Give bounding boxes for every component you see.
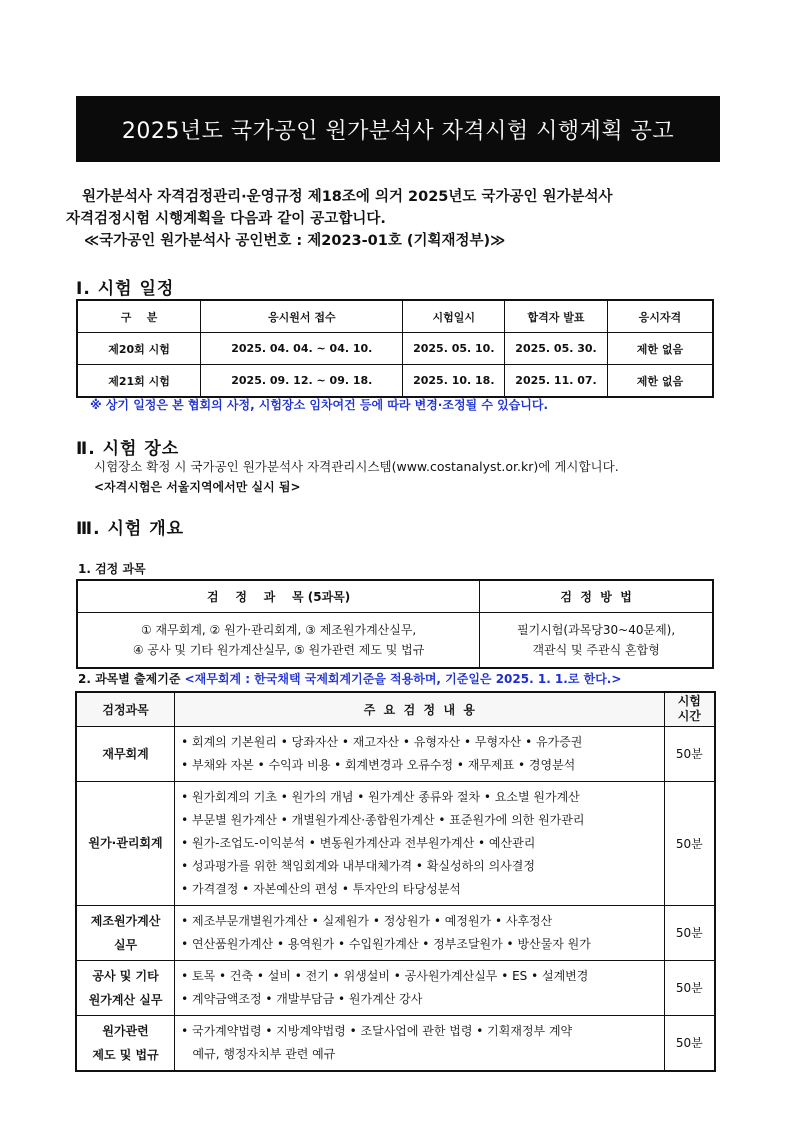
criteria-item: • 토목 • 건축 • 설비 • 전기 • 위생설비 • 공사원가계산실무 • ES • 설계변경 — [181, 968, 589, 983]
page-title: 2025년도 국가공인 원가분석사 자격시험 시행계획 공고 — [76, 96, 720, 162]
schedule-cell: 제21회 시험 — [77, 365, 201, 398]
schedule-table — [76, 299, 714, 398]
subjects-list — [77, 613, 480, 669]
location-text — [94, 457, 619, 497]
criteria-item: • 국가계약법령 • 지방계약법령 • 조달사업에 관한 법령 • 기획재정부 계약 — [181, 1023, 573, 1038]
schedule-header: 응시원서 접수 — [201, 300, 403, 333]
schedule-header: 합격자 발표 — [505, 300, 608, 333]
criteria-item: • 부문별 원가계산 • 개별원가계산·종합원가계산 • 표준원가에 의한 원가관리 — [181, 812, 585, 827]
criteria-item: • 부채와 자본 • 수익과 비용 • 회계변경과 오류수정 • 재무제표 • 경영분석 — [181, 757, 576, 772]
criteria-label: 2. 과목별 출제기준 — [78, 672, 181, 686]
criteria-subject — [76, 726, 175, 781]
method-line: 필기시험(과목당30~40문제), — [517, 623, 676, 637]
criteria-item: • 제조부문개별원가계산 • 실제원가 • 정상원가 • 예정원가 • 사후정산 — [181, 913, 553, 928]
section-heading-location: Ⅱ. 시험 장소 — [76, 439, 180, 459]
schedule-row — [77, 365, 713, 398]
criteria-header-content: 주 요 검 정 내 용 — [175, 692, 665, 726]
criteria-subject-line: 제도 및 법규 — [92, 1047, 159, 1062]
schedule-header: 시험일시 — [403, 300, 505, 333]
criteria-header-time-line: 시간 — [677, 709, 701, 724]
method-header: 검 정 방 법 — [480, 580, 713, 613]
criteria-subject — [76, 1015, 175, 1071]
subjects-header-row — [77, 580, 713, 613]
intro-paragraph — [66, 186, 726, 252]
intro-line-1: 원가분석사 자격검정관리·운영규정 제18조에 의거 2025년도 국가공인 원가분석사 — [82, 189, 613, 205]
criteria-subject-line: 원가관련 — [102, 1023, 149, 1038]
criteria-item: • 원가-조업도-이익분석 • 변동원가계산과 전부원가계산 • 예산관리 — [181, 835, 536, 850]
criteria-row — [76, 1015, 715, 1071]
criteria-row — [76, 905, 715, 960]
schedule-header: 구 분 — [77, 300, 201, 333]
schedule-cell: 2025. 11. 07. — [505, 365, 608, 398]
section-heading-schedule: Ⅰ. 시험 일정 — [76, 279, 175, 299]
criteria-table — [75, 691, 716, 1072]
criteria-subject-line: 원가·관리회계 — [88, 836, 163, 850]
schedule-row — [77, 333, 713, 365]
schedule-cell: 2025. 04. 04. ~ 04. 10. — [201, 333, 403, 365]
subjects-table — [76, 579, 714, 669]
schedule-cell: 제한 없음 — [607, 333, 713, 365]
criteria-item: • 가격결정 • 자본예산의 편성 • 투자안의 타당성분석 — [181, 881, 461, 896]
subjects-header: 검 정 과 목 (5과목) — [77, 580, 480, 613]
subjects-line: ① 재무회계, ② 원가·관리회계, ③ 제조원가계산실무, — [140, 623, 417, 637]
criteria-note: <재무회계 : 한국채택 국제회계기준을 적용하며, 기준일은 2025. 1. 1.로 한다.> — [184, 672, 622, 686]
criteria-row — [76, 726, 715, 781]
intro-certification-number: ≪국가공인 원가분석사 공인번호 : 제2023-01호 (기획재정부)≫ — [84, 233, 506, 249]
subjects-subheading: 1. 검정 과목 — [78, 562, 146, 576]
criteria-item: 예규, 행정자치부 관련 예규 — [181, 1046, 336, 1061]
subjects-line: ④ 공사 및 기타 원가계산실무, ⑤ 원가관련 제도 및 법규 — [132, 643, 425, 657]
criteria-content — [175, 905, 665, 960]
criteria-time: 50분 — [664, 960, 715, 1015]
section-heading-overview: Ⅲ. 시험 개요 — [76, 519, 185, 539]
criteria-subject — [76, 781, 175, 905]
method-line: 객관식 및 주관식 혼합형 — [532, 643, 660, 657]
criteria-row — [76, 781, 715, 905]
location-description: 시험장소 확정 시 국가공인 원가분석사 자격관리시스템(www.costanalyst.or.kr)에 게시합니다. — [94, 459, 619, 474]
criteria-subject-line: 공사 및 기타 — [92, 968, 159, 983]
criteria-subject — [76, 905, 175, 960]
criteria-row — [76, 960, 715, 1015]
criteria-subject-line: 제조원가계산 — [90, 913, 161, 928]
criteria-time: 50분 — [664, 726, 715, 781]
criteria-time: 50분 — [664, 781, 715, 905]
criteria-header-time-line: 시험 — [677, 694, 701, 709]
location-seoul-note: <자격시험은 서울지역에서만 실시 됨> — [94, 480, 301, 494]
criteria-subject — [76, 960, 175, 1015]
criteria-header-row — [76, 692, 715, 726]
schedule-cell: 제한 없음 — [607, 365, 713, 398]
schedule-cell: 제20회 시험 — [77, 333, 201, 365]
criteria-item: • 성과평가를 위한 책임회계와 내부대체가격 • 확실성하의 의사결정 — [181, 858, 535, 873]
criteria-item: • 계약금액조정 • 개발부담금 • 원가계산 강사 — [181, 991, 423, 1006]
schedule-cell: 2025. 05. 30. — [505, 333, 608, 365]
criteria-subject-line: 실무 — [113, 937, 138, 952]
criteria-subject-line: 원가계산 실무 — [88, 992, 163, 1007]
schedule-change-note: ※ 상기 일정은 본 협회의 사정, 시험장소 임차여건 등에 따라 변경·조정될 수 있습니다. — [90, 398, 549, 412]
subjects-body-row — [77, 613, 713, 669]
criteria-item: • 회계의 기본원리 • 당좌자산 • 재고자산 • 유형자산 • 무형자산 • 유가증권 — [181, 734, 583, 749]
criteria-content — [175, 960, 665, 1015]
schedule-header-row — [77, 300, 713, 333]
schedule-cell: 2025. 09. 12. ~ 09. 18. — [201, 365, 403, 398]
criteria-time: 50분 — [664, 905, 715, 960]
criteria-content — [175, 781, 665, 905]
criteria-item: • 원가회계의 기초 • 원가의 개념 • 원가계산 종류와 절차 • 요소별 원가계산 — [181, 789, 580, 804]
criteria-time: 50분 — [664, 1015, 715, 1071]
intro-line-2: 자격검정시험 시행계획을 다음과 같이 공고합니다. — [66, 211, 386, 227]
criteria-header-subject: 검정과목 — [76, 692, 175, 726]
criteria-header-time — [664, 692, 715, 726]
criteria-subject-line: 재무회계 — [102, 746, 149, 761]
criteria-subheading — [78, 670, 621, 687]
criteria-item: • 연산품원가계산 • 용역원가 • 수입원가계산 • 정부조달원가 • 방산물자 원가 — [181, 936, 591, 951]
method-description — [480, 613, 713, 669]
schedule-cell: 2025. 05. 10. — [403, 333, 505, 365]
criteria-content — [175, 1015, 665, 1071]
criteria-content — [175, 726, 665, 781]
schedule-cell: 2025. 10. 18. — [403, 365, 505, 398]
schedule-header: 응시자격 — [607, 300, 713, 333]
